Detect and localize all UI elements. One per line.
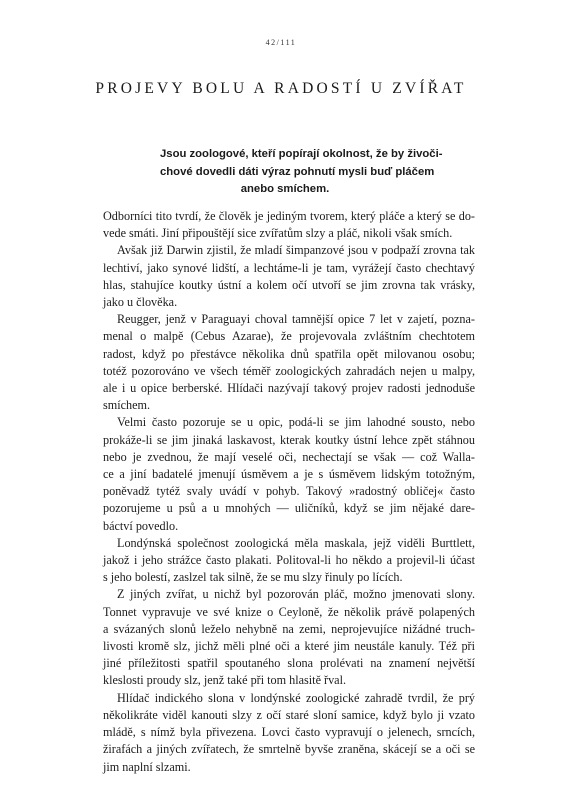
text-line: žirafách a jiných zvířatech, že smrtelně byvše zraněna, skácejí se a oči se bbox=[103, 742, 475, 757]
paragraph bbox=[103, 414, 475, 534]
text-line: smíchem. bbox=[103, 398, 151, 413]
text-line: prokáže-li se jim jinaká laskavost, kterak koutky ústní lehce zpět stáhnou bbox=[103, 432, 475, 447]
paragraph bbox=[103, 586, 475, 689]
text-line: kleslosti proudy slz, jenž také při tom hlasitě řval. bbox=[103, 673, 347, 688]
text-line: Z jiných zvířat, u nichž byl pozorován pláč, možno jmenovati slony. bbox=[117, 587, 475, 602]
text-line: jakož i jeho strážce často plakati. Politoval-li ho někdo a projevil-li účast bbox=[103, 553, 475, 568]
paragraph bbox=[103, 242, 475, 311]
text-line: Londýnská společnost zoologická měla maskala, jejž viděli Burttlett, bbox=[117, 535, 475, 550]
text-line: Odborníci tito tvrdí, že člověk je jediným tvorem, který pláče a který se do- bbox=[103, 209, 475, 223]
text-line: radost, když po přestávce několika dnů spatřila opět milovanou osobu; bbox=[103, 346, 475, 361]
text-line: báctví povedlo. bbox=[103, 518, 179, 533]
paragraph bbox=[103, 208, 475, 242]
text-line: ce a jiní badatelé jmenují úsměvem a je s úsměvem lidským totožným, bbox=[103, 467, 475, 482]
text-line: Velmi často pozoruje se u opic, podá-li se jim lahodné sousto, nebo bbox=[117, 415, 475, 430]
text-line: jim naplní slzami. bbox=[103, 759, 191, 774]
lead-line: chové dovedli dáti výraz pohnutí mysli buď pláčem bbox=[160, 165, 435, 178]
lead-paragraph bbox=[160, 146, 443, 199]
text-line: s jeho bolestí, zaslzel tak silně, že se mu slzy řinuly po lících. bbox=[103, 570, 403, 585]
text-line: totéž pozorováno ve všech téměř zoologických zahradách nejen u malpy, bbox=[103, 363, 475, 378]
text-line: několikráte viděl kanouti slzy z očí staré sloní samice, když bylo ji vzato bbox=[103, 707, 475, 722]
text-line: a svázaných slonů leželo nehybně na zemi, neprojevujíce nižádné truch- bbox=[103, 621, 475, 636]
text-line: menal o malpě (Cebus Azarae), že projevovala zvláštním chechtotem bbox=[103, 329, 475, 344]
paragraph bbox=[103, 535, 475, 587]
text-line: Tonnet vypravuje ve své knize o Ceyloně, že několik právě polapených bbox=[103, 604, 475, 619]
lead-line: anebo smíchem. bbox=[240, 183, 330, 195]
text-line: mládě, s nímž byla přivezena. Lovci často vypravují o jelenech, srncích, bbox=[103, 725, 475, 740]
paragraph bbox=[103, 311, 475, 414]
text-line: hlas, stahujíce koutky ústní a kolem očí utvoří se jim zrovna tak vrásky, bbox=[103, 277, 475, 292]
text-line: poněvadž tytéž svaly uvádí v pohyb. Takový »radostný obličej« často bbox=[103, 484, 475, 499]
text-line: Avšak již Darwin zjistil, že mladí šimpanzové jsou v podpaží zrovna tak bbox=[117, 243, 475, 258]
text-line: livosti kromě slz, jichž měli plné oči a které jim neustále kanuly. Též při bbox=[103, 639, 475, 654]
text-line: jako u člověka. bbox=[103, 295, 178, 310]
text-line: nebo je zvednou, že mají veselé oči, nechectají se však — což Walla- bbox=[103, 449, 475, 464]
text-line: Hlídač indického slona v londýnské zoologické zahradě tvrdil, že prý bbox=[117, 690, 475, 705]
text-line: Reugger, jenž v Paraguayi choval tamnější opice 7 let v zajetí, pozna- bbox=[117, 312, 475, 327]
text-line: ale i u opice berberské. Hlídači nazývají takový projev radosti jednoduše bbox=[103, 381, 475, 396]
text-line: pozorujeme u psů a u mnohých — uličníků, když se jim nějaké dare- bbox=[103, 501, 475, 516]
body-text bbox=[103, 208, 475, 776]
text-line: lechtiví, jako synové lidští, a lechtáme-li je tam, vyrážejí často chechtavý bbox=[103, 260, 475, 275]
chapter-title: PROJEVY BOLU A RADOSTÍ U ZVÍŘAT bbox=[95, 80, 467, 97]
page-number: 42/111 bbox=[265, 38, 297, 47]
lead-line: Jsou zoologové, kteří popírají okolnost, že by živoči- bbox=[160, 148, 443, 160]
paragraph bbox=[103, 690, 475, 776]
text-line: jiné příležitosti spatřil spoutaného slona prolévati na znamení největší bbox=[103, 656, 475, 671]
text-line: vede smáti. Jiní připouštějí sice zvířatům slzy a pláč, nikoli však smích. bbox=[103, 226, 453, 241]
